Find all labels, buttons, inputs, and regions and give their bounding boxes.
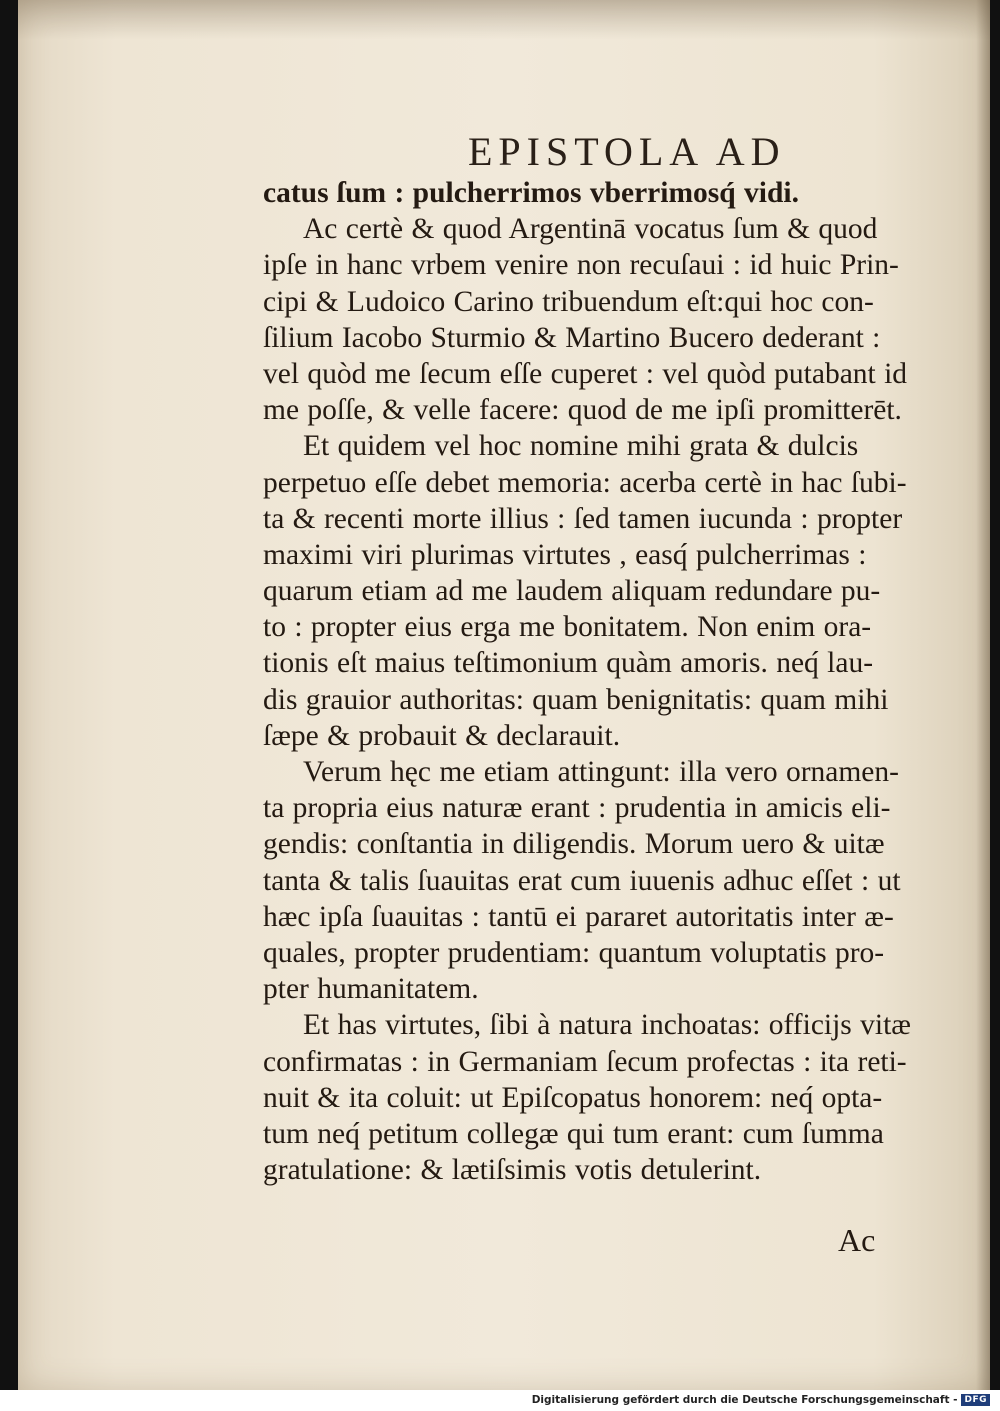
text-line: gendis: conſtantia in diligendis. Morum uero & uitæ bbox=[263, 828, 885, 861]
text-line: ſilium Iacobo Sturmio & Martino Bucero dederant : bbox=[263, 321, 881, 354]
text-line: perpetuo eſſe debet memoria: acerba certè in hac ſubi- bbox=[263, 466, 907, 499]
text-line: ta propria eius naturæ erant : prudentia in amicis eli- bbox=[263, 792, 891, 825]
text-line: tanta & talis ſuauitas erat cum iuuenis adhuc eſſet : ut bbox=[263, 864, 901, 897]
digitization-banner bbox=[532, 1394, 990, 1406]
text-line: ſæpe & probauit & declarauit. bbox=[263, 719, 621, 752]
text-line: vel quòd me ſecum eſſe cuperet : vel quòd putabant id bbox=[263, 357, 908, 390]
text-line: Verum hęc me etiam attingunt: illa vero ornamen- bbox=[303, 756, 899, 788]
text-line: confirmatas : in Germaniam ſecum profectas : ita reti- bbox=[263, 1045, 907, 1078]
text-line: catus ſum : pulcherrimos vberrimosq́ vidi. bbox=[263, 177, 799, 209]
text-line: Et has virtutes, ſibi à natura inchoatas: officijs vitæ bbox=[303, 1009, 911, 1042]
body-text bbox=[263, 175, 978, 1188]
book-page bbox=[18, 0, 990, 1390]
text-line: Et quidem vel hoc nomine mihi grata & dulcis bbox=[303, 430, 859, 463]
text-line: Ac certè & quod Argentinā vocatus ſum & quod bbox=[303, 213, 878, 246]
text-line: quales, propter prudentiam: quantum voluptatis pro- bbox=[263, 936, 885, 969]
text-line: cipi & Ludoico Carino tribuendum eſt:qui hoc con- bbox=[263, 285, 874, 318]
text-line: me poſſe, & velle facere: quod de me ipſi promitterēt. bbox=[263, 394, 902, 427]
catchword: Ac bbox=[838, 1222, 876, 1258]
text-line: to : propter eius erga me bonitatem. Non enim ora- bbox=[263, 611, 872, 644]
text-line: dis grauior authoritas: quam benignitatis: quam mihi bbox=[263, 683, 889, 716]
text-line: tum neq́ petitum collegæ qui tum erant: cum ſumma bbox=[263, 1117, 884, 1150]
text-line: ta & recenti morte illius : ſed tamen iucunda : propter bbox=[263, 502, 903, 535]
text-line: hæc ipſa ſuauitas : tantū ei pararet autoritatis inter æ- bbox=[263, 900, 894, 933]
running-head: EPISTOLA AD bbox=[468, 129, 786, 174]
text-line: gratulatione: & lætiſsimis votis detulerint. bbox=[263, 1154, 762, 1187]
text-line: ipſe in hanc vrbem venire non recuſaui : id huic Prin- bbox=[263, 249, 899, 282]
text-line: pter humanitatem. bbox=[263, 973, 479, 1006]
text-line: quarum etiam ad me laudem aliquam redundare pu- bbox=[263, 575, 881, 608]
dfg-logo: DFG bbox=[961, 1394, 990, 1406]
banner-text: Digitalisierung gefördert durch die Deutsche Forschungsgemeinschaft - bbox=[531, 1394, 958, 1406]
text-line: nuit & ita coluit: ut Epiſcopatus honorem: neq́ opta- bbox=[263, 1081, 883, 1114]
text-line: maximi viri plurimas virtutes , easq́ pulcherrimas : bbox=[263, 538, 867, 571]
text-line: tionis eſt maius teſtimonium quàm amoris. neq́ lau- bbox=[263, 647, 874, 680]
